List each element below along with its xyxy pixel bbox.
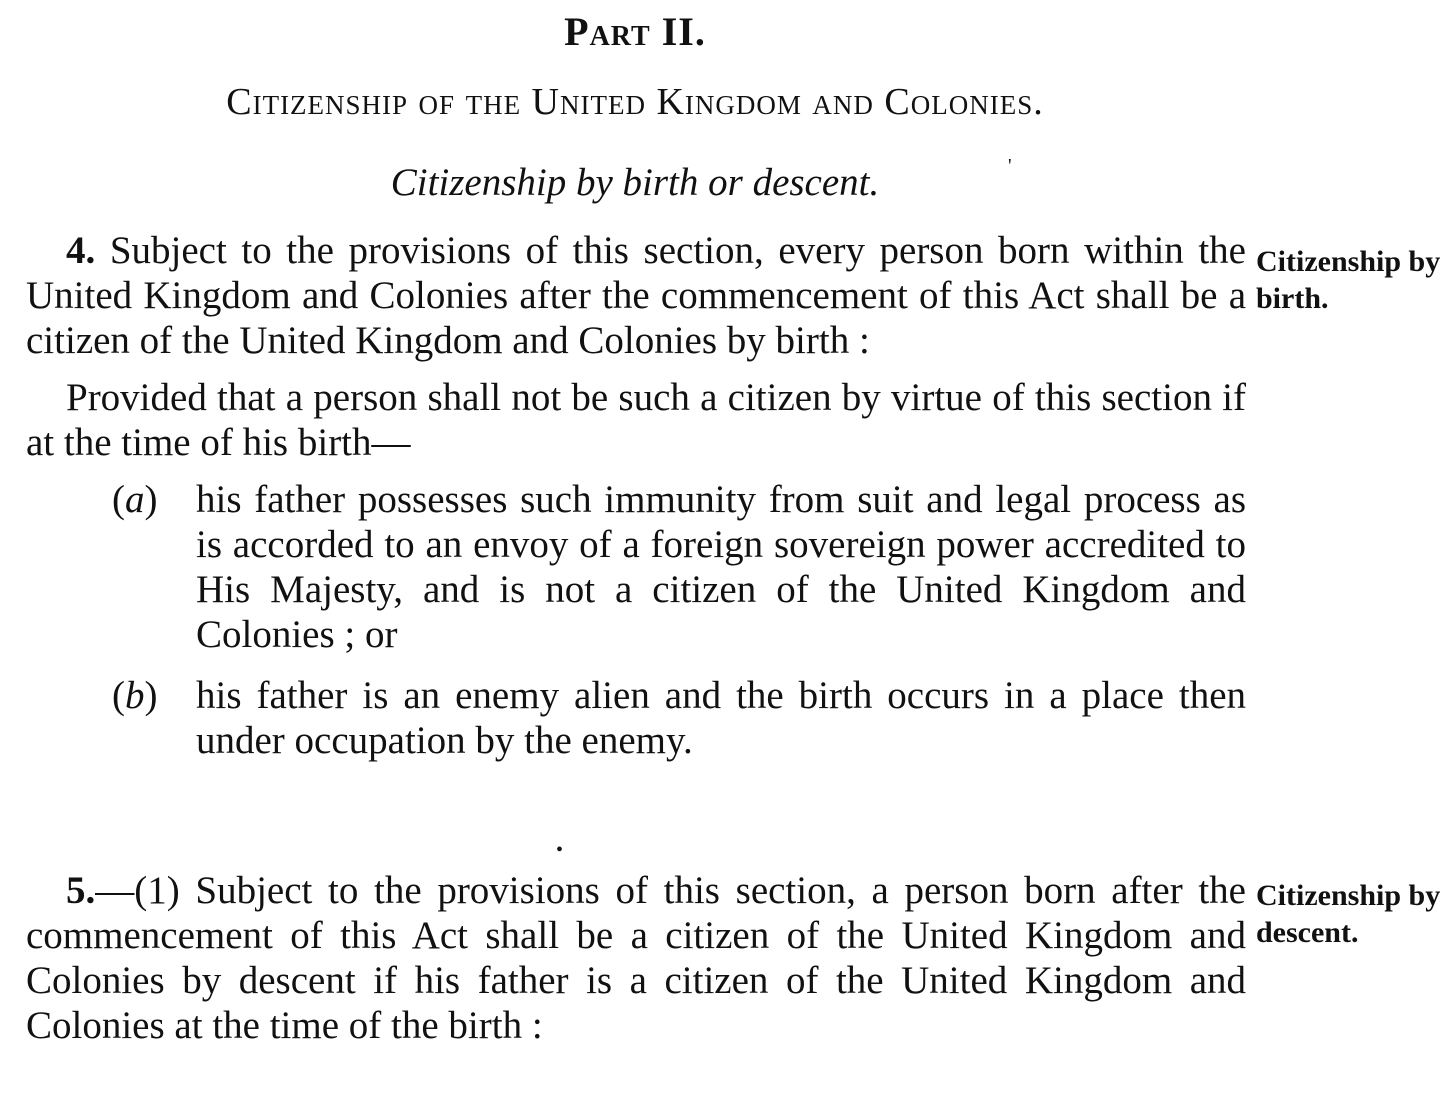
section-4-item-b xyxy=(26,673,1246,763)
section-4-text: Subject to the provisions of this section, every person born within the United Kingdom and Colonies after the commencement of this Act shall be a citizen of the United Kingdom and Colonies by birth : xyxy=(26,229,1246,362)
item-a-text: his father possesses such immunity from suit and legal process as is accorded to an envoy of a foreign sovereign power accredited to His Majesty, and is not a citizen of the United Kingdom and Colonies ; or xyxy=(196,478,1246,656)
section-4-item-a xyxy=(26,477,1246,657)
stray-dot: • xyxy=(556,839,564,861)
chapter-title: Citizenship of the United Kingdom and Colonies. xyxy=(226,81,1044,123)
margin-note-citizenship-by-descent: Citizenship by descent. xyxy=(1256,879,1441,949)
section-5-paragraph xyxy=(26,868,1246,1048)
section-4-number: 4. xyxy=(66,229,96,272)
section-4-proviso: Provided that a person shall not be such a citizen by virtue of this section if at the time of his birth— xyxy=(26,376,1246,464)
item-b-label: (b) xyxy=(112,674,158,717)
stray-mark: ' xyxy=(1008,155,1012,177)
section-4-paragraph xyxy=(26,228,1246,363)
section-5-text: —(1) Subject to the provisions of this section, a person born after the commencement of this Act shall be a citizen of the United Kingdom and Colonies by descent if his father is a citizen of the United Kingdom and Colonies at the time of the birth : xyxy=(26,869,1246,1047)
item-a-label: (a) xyxy=(112,478,158,521)
section-4 xyxy=(26,228,1246,763)
part-title: Part II. xyxy=(564,9,706,54)
section-5-number: 5. xyxy=(66,869,96,912)
item-b-text: his father is an enemy alien and the birth occurs in a place then under occupation by the enemy. xyxy=(196,674,1246,762)
section-5 xyxy=(26,868,1246,1048)
section-group-heading: Citizenship by birth or descent. xyxy=(390,161,880,204)
margin-note-citizenship-by-birth: Citizenship by birth. xyxy=(1256,245,1441,315)
